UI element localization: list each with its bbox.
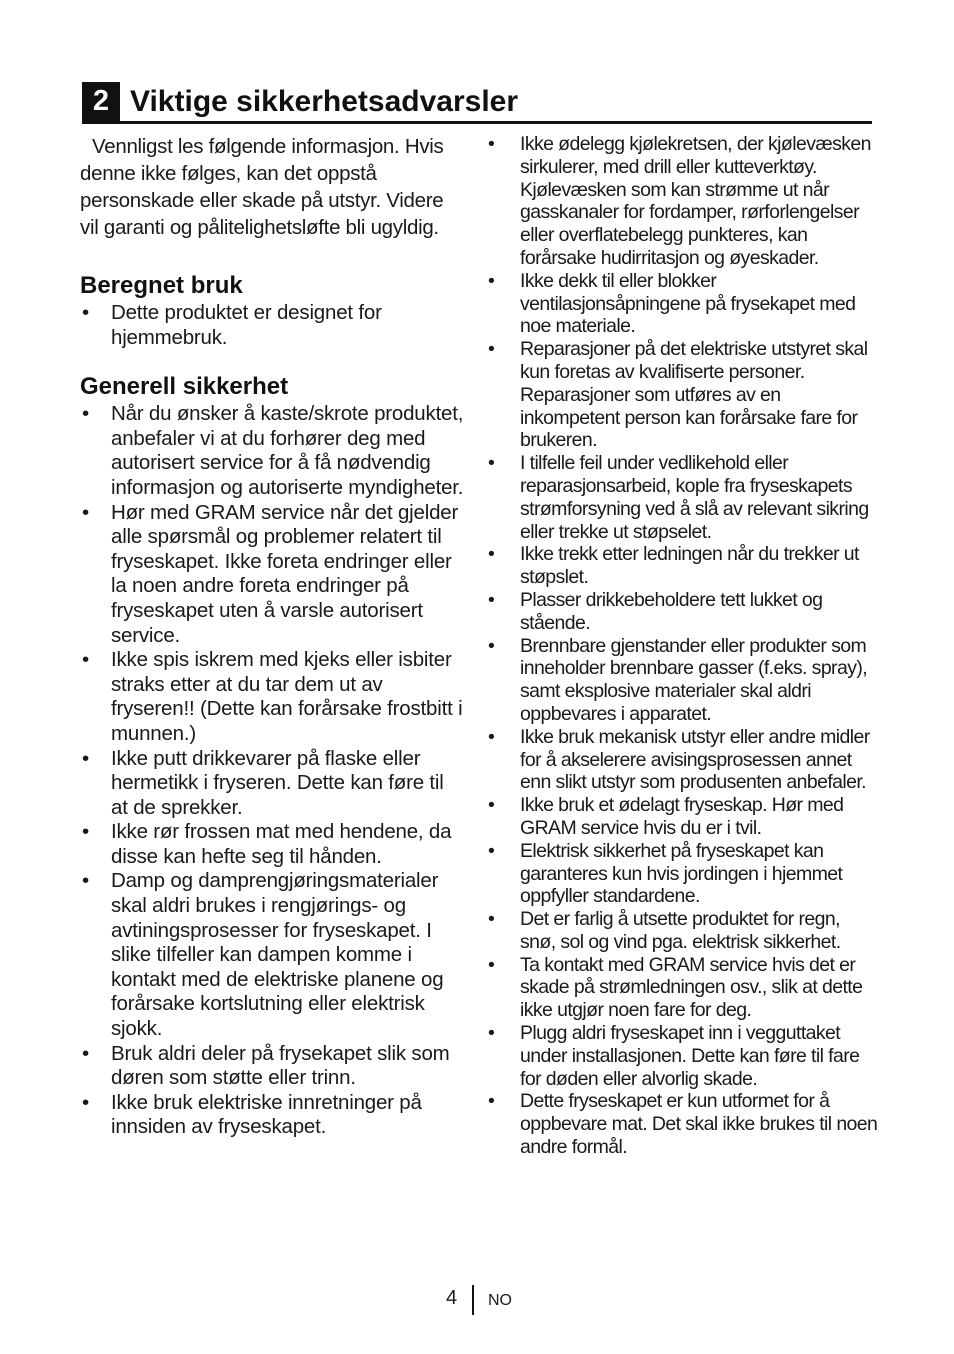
bullet-icon: • [82, 1041, 89, 1065]
footer-divider [472, 1285, 474, 1315]
list-item-text: Ikke putt drikkevarer på flaske eller hermetikk i fryseren. Dette kan føre til at de sprekker. [111, 746, 444, 819]
bullet-icon: • [488, 1090, 495, 1113]
list-item-text: Ikke bruk mekanisk utstyr eller andre midler for å akselerere avisingsprosessen annet enn slikt utstyr som produsenten anbefaler. [520, 725, 870, 794]
list-item-text: Dette produktet er designet for hjemmebruk. [111, 301, 382, 349]
list-item-text: Ikke bruk elektriske innretninger på innsiden av fryseskapet. [111, 1090, 422, 1139]
list-item [488, 1090, 880, 1158]
list-item-text: Når du ønsker å kaste/skrote produktet, anbefaler vi at du forhører deg med autorisert service for å få nødvendig informasjon og autoriserte myndigheter. [111, 402, 464, 499]
list-item [80, 501, 465, 649]
bullet-icon: • [82, 746, 89, 770]
bullet-icon: • [488, 452, 495, 475]
list-item-text: Bruk aldri deler på frysekapet slik som døren som støtte eller trinn. [111, 1041, 450, 1090]
bullet-icon: • [82, 301, 89, 324]
list-item-text: Ikke bruk et ødelagt fryseskap. Hør med GRAM service hvis du er i tvil. [520, 794, 844, 839]
bullet-icon: • [488, 794, 495, 817]
bullet-icon: • [488, 634, 495, 657]
list-item [488, 635, 880, 726]
bullet-icon: • [488, 953, 495, 976]
list-item-text: Plasser drikkebeholdere tett lukket og stående. [520, 588, 823, 634]
list-item-text: Brennbare gjenstander eller produkter som inneholder brennbare gasser (f.eks. spray), samt eksplosive materialer skal aldri oppbevares i apparatet. [520, 634, 868, 725]
chapter-number-badge: 2 [82, 82, 120, 121]
bullet-icon: • [82, 500, 89, 524]
list-item [488, 954, 880, 1022]
bullet-icon: • [488, 839, 495, 862]
list-item-text: Damp og damprengjøringsmaterialer skal aldri brukes i rengjørings- og avtiningsprosesser for fryseskapet. I slike tilfeller kan dampen komme i kontakt med de elektriske planene og forårsake kortslutning eller elektrisk sjokk. [111, 869, 444, 1041]
list-item [488, 840, 880, 908]
bullet-icon: • [82, 648, 89, 672]
bullet-icon: • [488, 725, 495, 748]
list-item [488, 452, 880, 543]
list-item [80, 648, 465, 746]
list-item-text: Ikke rør frossen mat med hendene, da disse kan hefte seg til hånden. [111, 820, 452, 868]
bullet-icon: • [488, 908, 495, 931]
list-item [80, 869, 465, 1041]
beregnet-bruk-list [80, 301, 465, 350]
generell-sikkerhet-list [80, 402, 465, 1140]
page-number: 4 [446, 1287, 458, 1309]
list-item-text: I tilfelle feil under vedlikehold eller reparasjonsarbeid, kople fra fryseskapets strømforsyning ved å slå av relevant sikring eller trekke ut støpselet. [520, 452, 869, 543]
left-column [80, 133, 465, 1140]
bullet-icon: • [82, 1090, 89, 1114]
list-item [80, 1042, 465, 1091]
list-item-text: Ikke spis iskrem med kjeks eller isbiter straks etter at du tar dem ut av fryseren!! (Dette kan forårsake frostbitt i munnen.) [111, 648, 463, 745]
bullet-icon: • [488, 133, 495, 155]
list-item-text: Ta kontakt med GRAM service hvis det er skade på strømledningen osv., slik at dette ikke utgjør noen fare for deg. [520, 953, 863, 1022]
bullet-icon: • [488, 338, 495, 361]
list-item [488, 726, 880, 794]
list-item-text: Hør med GRAM service når det gjelder alle spørsmål og problemer relatert til fryseskapet. Ikke foreta endringer eller la noen andre foreta endringer på fryseskapet uten å varsle autorisert service. [111, 500, 459, 647]
list-item [488, 133, 880, 270]
bullet-icon: • [488, 269, 495, 292]
bullet-icon: • [488, 588, 495, 611]
list-item [488, 908, 880, 954]
page-title: Viktige sikkerhetsadvarsler [130, 85, 519, 118]
right-column [488, 133, 880, 1159]
section-heading-beregnet-bruk: Beregnet bruk [80, 272, 243, 299]
list-item-text: Det er farlig å utsette produktet for regn, snø, sol og vind pga. elektrisk sikkerhet. [520, 908, 841, 953]
list-item [488, 589, 880, 635]
section-heading-generell-sikkerhet: Generell sikkerhet [80, 373, 289, 401]
list-item [488, 270, 880, 338]
intro-paragraph: Vennligst les følgende informasjon. Hvis denne ikke følges, kan det oppstå personskade eller skade på utstyr. Videre vil garanti og pålitelighetsløfte bli ugyldig. [80, 135, 444, 239]
list-item [80, 820, 465, 869]
list-item [80, 402, 465, 500]
list-item [488, 1022, 880, 1090]
language-code: NO [488, 1292, 512, 1309]
bullet-icon: • [82, 820, 89, 844]
bullet-icon: • [82, 402, 89, 426]
list-item-text: Elektrisk sikkerhet på fryseskapet kan garanteres kun hvis jordingen i hjemmet oppfyller standardene. [520, 839, 843, 908]
list-item-text: Plugg aldri fryseskapet inn i vegguttaket under installasjonen. Dette kan føre til fare for døden eller alvorlig skade. [520, 1022, 860, 1090]
list-item-text: Dette fryseskapet er kun utformet for å oppbevare mat. Det skal ikke brukes til noen andre formål. [520, 1090, 878, 1159]
generell-sikkerhet-list-continued [488, 133, 880, 1159]
list-item [80, 747, 465, 821]
list-item-text: Ikke ødelegg kjølekretsen, der kjølevæsken sirkulerer, med drill eller kutteverktøy. Kjølevæsken som kan strømme ut når gasskanaler for fordamper, rørforlengelser eller overflatebelegg punkteres, kan forårsake hudirritasjon og øyeskader. [520, 133, 871, 269]
list-item [488, 543, 880, 589]
list-item [80, 1091, 465, 1140]
list-item-text: Reparasjoner på det elektriske utstyret skal kun foretas av kvalifiserte personer. Reparasjoner som utføres av en inkompetent person kan forårsake fare for brukeren. [520, 338, 868, 452]
bullet-icon: • [488, 543, 495, 566]
page-footer [0, 1285, 954, 1315]
list-item-text: Ikke dekk til eller blokker ventilasjonsåpningene på frysekapet med noe materiale. [520, 269, 856, 338]
list-item [488, 338, 880, 452]
chapter-header [82, 82, 872, 124]
list-item [488, 794, 880, 840]
bullet-icon: • [82, 869, 89, 893]
bullet-icon: • [488, 1022, 495, 1045]
list-item [80, 301, 465, 350]
list-item-text: Ikke trekk etter ledningen når du trekker ut støpslet. [520, 543, 859, 589]
